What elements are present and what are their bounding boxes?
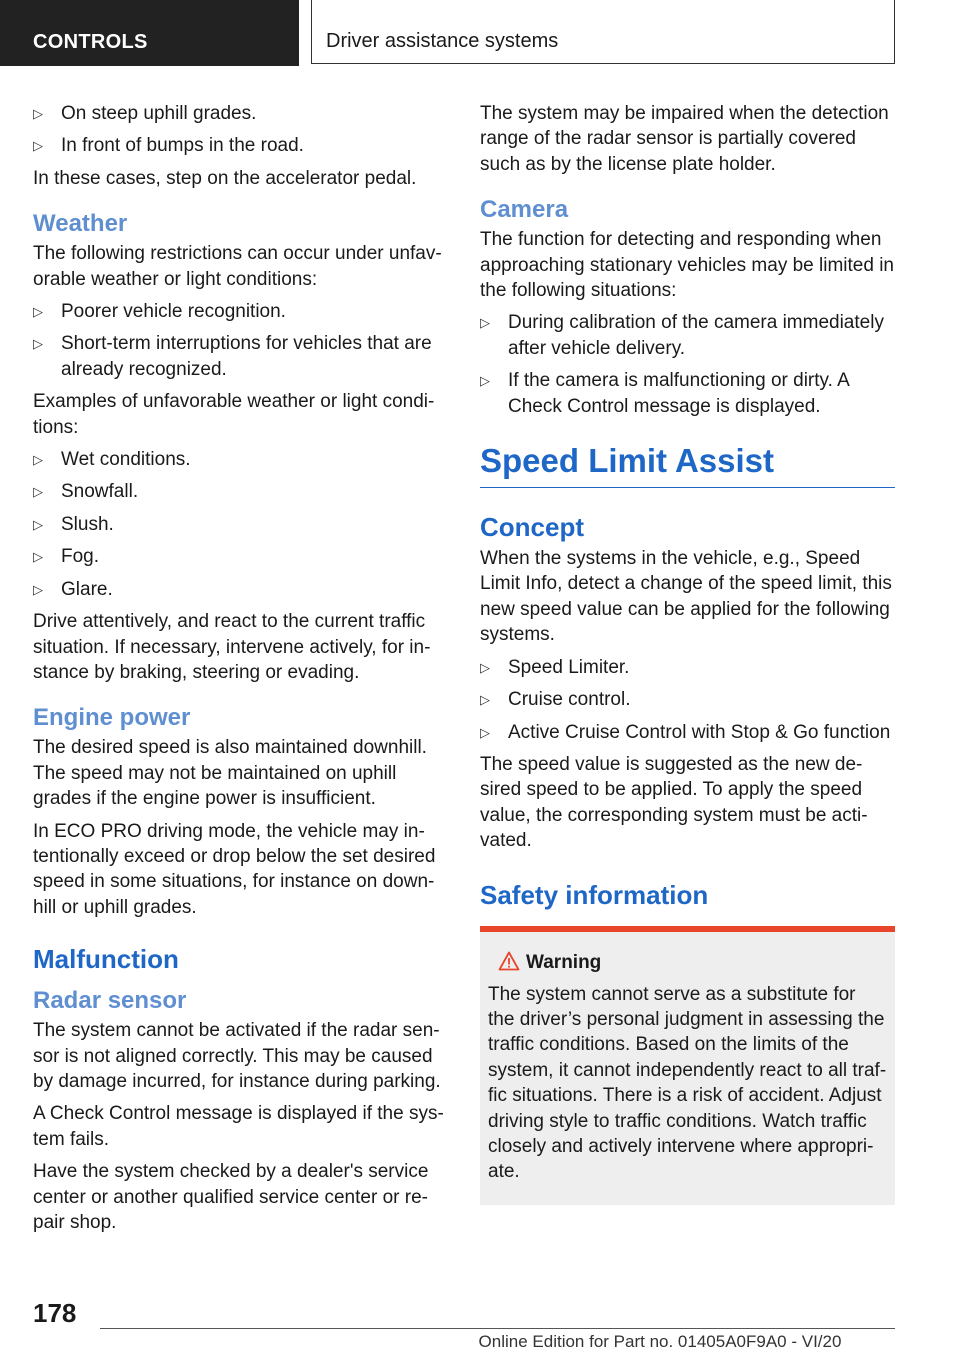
paragraph: In these cases, step on the accelerator pedal.	[33, 167, 417, 189]
safety-information-heading: Safety information	[480, 879, 709, 910]
triangle-bullet-icon: ▷	[33, 549, 43, 565]
paragraph: The following restrictions can occur under unfavorable weather or light conditions:	[33, 243, 442, 290]
triangle-bullet-icon: ▷	[480, 692, 490, 708]
warning-triangle-icon	[498, 951, 520, 979]
paragraph: Have the system checked by a dealer's service center or another qualified service center or repair shop.	[33, 1161, 429, 1233]
paragraph: A Check Control message is displayed if the system fails.	[33, 1103, 444, 1150]
triangle-bullet-icon: ▷	[33, 138, 43, 154]
warning-header	[488, 950, 887, 976]
triangle-bullet-icon: ▷	[480, 724, 490, 740]
warning-text: The system cannot serve as a substitute for the driver’s personal judgment in assessing the traffic conditions. Based on the limits of the system, it cannot independently react to all traffic situations. There is a risk of accident. Adjust driving style to traffic conditions. Watch traffic closely and actively intervene where appropriate.	[488, 983, 887, 1183]
list-item: ▷ If the camera is malfunctioning or dirty. A Check Control message is displayed.	[480, 370, 849, 417]
paragraph: The speed value is suggested as the new desired speed to be applied. To apply the speed value, the corresponding system must be activated.	[480, 753, 868, 852]
list-item: ▷ Active Cruise Control with Stop & Go function	[480, 720, 895, 745]
paragraph: The system may be impaired when the detection range of the radar sensor is partially covered such as by the license plate holder.	[480, 103, 889, 175]
triangle-bullet-icon: ▷	[33, 106, 43, 121]
list-item: ▷ During calibration of the camera immediately after vehicle delivery.	[480, 312, 884, 359]
edition-text: Online Edition for Part no. 01405A0F9A0 - VI/20	[478, 1332, 842, 1351]
list-item: ▷ Short-term interruptions for vehicles that are already recognized.	[33, 333, 432, 380]
paragraph: Drive attentively, and react to the current traffic situation. If necessary, intervene actively, for instance by braking, steering or evading.	[33, 611, 431, 683]
triangle-bullet-icon: ▷	[480, 315, 490, 331]
triangle-bullet-icon: ▷	[33, 484, 43, 500]
camera-heading: Camera	[480, 196, 569, 224]
paragraph: The desired speed is also maintained downhill. The speed may not be maintained on uphill grades if the engine power is insufficient.	[33, 737, 427, 810]
triangle-bullet-icon: ▷	[33, 304, 43, 320]
list-item: ▷ On steep uphill grades.	[33, 101, 448, 126]
page-number: 178	[33, 1298, 77, 1328]
list-item: ▷ Wet conditions.	[33, 447, 448, 472]
page-header	[0, 0, 960, 66]
paragraph: The function for detecting and responding when approaching stationary vehicles may be limited in the following situations:	[480, 229, 894, 302]
concept-heading: Concept	[480, 512, 584, 543]
triangle-bullet-icon: ▷	[480, 659, 490, 675]
triangle-bullet-icon: ▷	[33, 516, 43, 532]
radar-sensor-heading: Radar sensor	[33, 987, 187, 1015]
weather-effects-list	[33, 299, 448, 382]
right-column	[480, 101, 895, 1205]
weather-examples-list	[33, 447, 448, 602]
list-item: ▷ Slush.	[33, 512, 448, 537]
speed-limit-assist-title: Speed Limit Assist	[480, 439, 895, 488]
paragraph: Examples of unfavorable weather or light conditions:	[33, 391, 435, 438]
footer-edition	[0, 1330, 960, 1354]
list-item: ▷ Snowfall.	[33, 479, 448, 504]
warning-title: Warning	[526, 951, 602, 973]
paragraph: The system cannot be activated if the radar sensor is not aligned correctly. This may be caused by damage incurred, for instance during parking.	[33, 1020, 441, 1092]
systems-list	[480, 655, 895, 745]
uphill-list	[33, 101, 448, 159]
list-item: ▷ Speed Limiter.	[480, 655, 895, 680]
triangle-bullet-icon: ▷	[33, 452, 43, 468]
list-item: ▷ Fog.	[33, 544, 448, 569]
camera-list	[480, 310, 895, 419]
section-label: CONTROLS	[0, 0, 299, 66]
list-item: ▷ Cruise control.	[480, 687, 895, 712]
paragraph: In ECO PRO driving mode, the vehicle may intentionally exceed or drop below the set desired speed in some situations, for instance on downhill or uphill grades.	[33, 820, 436, 918]
triangle-bullet-icon: ▷	[33, 336, 43, 352]
engine-power-heading: Engine power	[33, 704, 191, 732]
warning-box	[480, 926, 895, 1205]
malfunction-heading: Malfunction	[33, 944, 179, 975]
paragraph: When the systems in the vehicle, e.g., Speed Limit Info, detect a change of the speed limit, this new speed value can be applied for the following systems.	[480, 548, 892, 646]
chapter-label: Driver assistance systems	[311, 0, 895, 64]
triangle-bullet-icon: ▷	[33, 581, 43, 597]
left-column	[33, 101, 448, 1242]
weather-heading: Weather	[33, 210, 128, 238]
triangle-bullet-icon: ▷	[480, 373, 490, 389]
list-item: ▷ Poorer vehicle recognition.	[33, 299, 448, 324]
list-item: ▷ Glare.	[33, 577, 448, 602]
footer-divider	[100, 1328, 895, 1329]
list-item: ▷ In front of bumps in the road.	[33, 133, 448, 158]
